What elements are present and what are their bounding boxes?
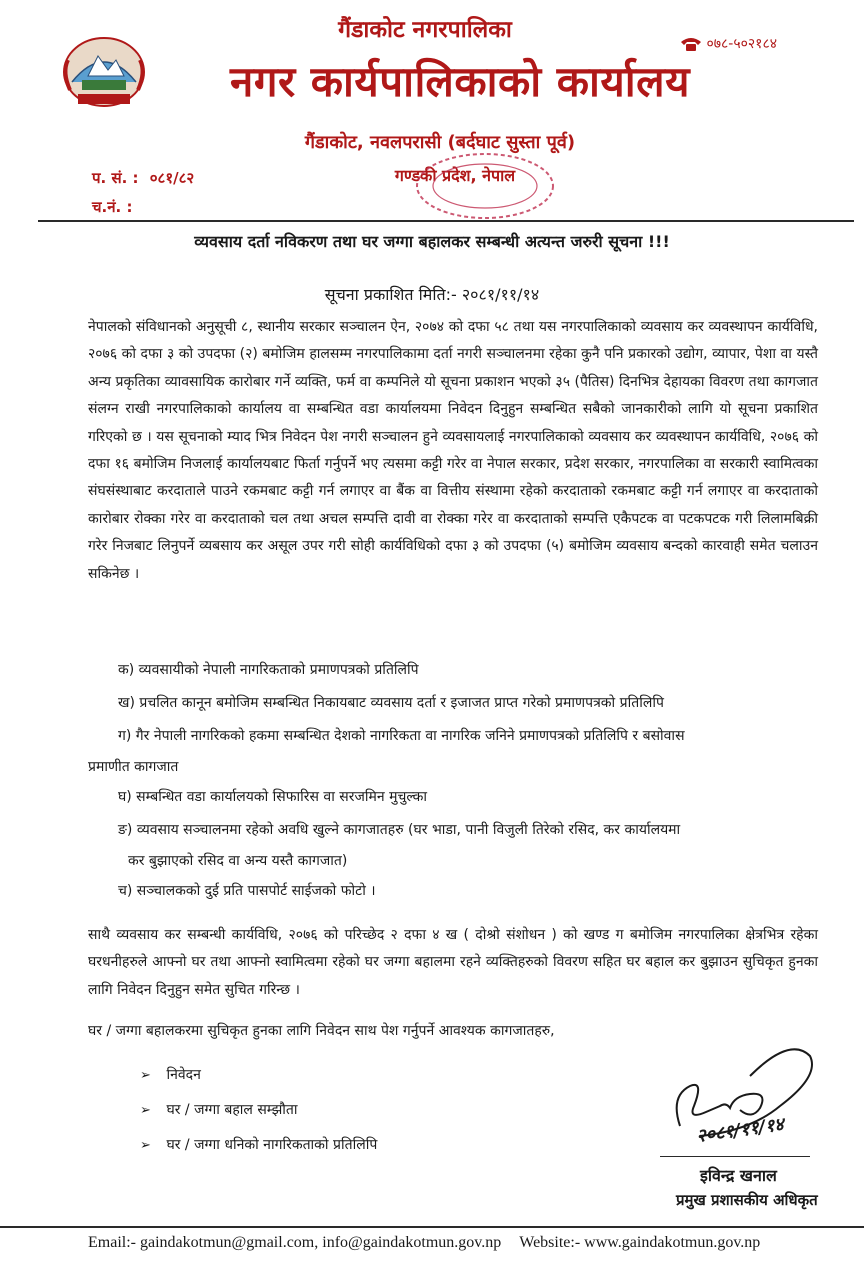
footer-website: Website:- www.gaindakotmun.gov.np: [519, 1234, 761, 1251]
list-item: [88, 720, 818, 781]
signature-line: [660, 1156, 810, 1157]
list-item: [118, 814, 818, 875]
list-item: [118, 687, 818, 720]
list-item: [118, 654, 818, 687]
required-documents-list: [88, 654, 818, 908]
phone-number: [680, 34, 777, 53]
notice-paragraph-2: साथै व्यवसाय कर सम्बन्धी कार्यविधि, २०७६ को परिच्छेद २ दफा ४ ख ( दोश्रो संशोधन ) को खण्ड ग बमोजिम नगरपालिका क्षेत्रभित्र रहेका घरधनीहरुले आफ्नो घर तथा आफ्नो स्वामित्वमा रहेको घर जग्गा बहालमा रहने व्यक्तिहरुको विवरण सहित घर बहाल कर बुझाउन सुचिकृत हुनका लागि निवेदन दिनुहुन समेत सुचित गरिन्छ ।: [88, 927, 818, 998]
province-name: गण्डकी प्रदेश, नेपाल: [394, 166, 516, 185]
document-item-text: ख) प्रचलित कानून बमोजिम सम्बन्धित निकायबाट व्यवसाय दर्ता र इजाजत प्राप्त गरेको प्रमाणपत्रको प्रतिलिपि: [118, 695, 664, 711]
document-item-text: ग) गैर नेपाली नागरिकको हकमा सम्बन्धित देशको नागरिकता वा नागरिक जनिने प्रमाणपत्रको प्रतिलिपि र बसोवास: [118, 728, 685, 744]
footer-contact: [88, 1234, 848, 1252]
footer-email: Email:- gaindakotmun@gmail.com, info@gaindakotmun.gov.np: [88, 1234, 502, 1251]
ref-no-value: ०८१/८२: [149, 169, 195, 187]
document-item-continuation: कर बुझाएको रसिद वा अन्य यस्तै कागजात): [128, 853, 348, 869]
house-rent-heading: घर / जग्गा बहालकरमा सुचिकृत हुनका लागि निवेदन साथ पेश गर्नुपर्ने आवश्यक कागजातहरु,: [88, 1023, 555, 1039]
office-address: गैंडाकोट, नवलपरासी (बर्दघाट सुस्ता पूर्व): [304, 132, 576, 153]
phone-value: ०७८-५०२१८४: [706, 36, 778, 52]
list-item: [140, 1128, 377, 1163]
notice-paragraph-1: नेपालको संविधानको अनुसूची ८, स्थानीय सरकार सञ्चालन ऐन, २०७४ को दफा ५८ तथा यस नगरपालिकाको व्यवसाय कर व्यवस्थापन कार्यविधि, २०७६ को दफा ३ को उपदफा (२) बमोजिम हालसम्म नगरपालिकामा दर्ता नगरी सञ्चालनमा रहेका कुनै पनि प्रकारको उद्योग, व्यापार, पेशा वा यस्तै अन्य प्रकृतिका व्यावसायिक कारोबार गर्ने व्यक्ति, फर्म वा कम्पनिले यो सूचना प्रकाशन भएको ३५ (पैतिस) दिनभित्र देहायका विवरण तथा कागजात संलग्न राखी नगरपालिकाको कार्यालय वा सम्बन्धित वडा कार्यालयमा निवेदन दिनुहुन सम्बन्धित सबैको जानकारीको लागि यो सूचना प्रकाशित गरिएको छ । यस सूचनाको म्याद भित्र निवेदन पेश नगरी सञ्चालन हुने व्यवसायलाई नगरपालिकाको व्यवसाय कर व्यवस्थापन कार्यविधि, २०७६ को दफा १६ बमोजिम निजलाई कार्यालयबाट फिर्ता गर्नुपर्ने भए त्यसमा कट्टी गरेर वा नेपाल सरकार, प्रदेश सरकार, नगरपालिका वा सरकारी स्वामित्वका संघसंस्थाबाट करदाताले पाउने रकमबाट कट्टी गर्न लगाएर वा बैंक वा वित्तीय संस्थामा रहेको करदाताको रकमबाट कट्टी गर्न लगाएर वा करदाताको कारोबार रोक्का गरेर वा करदाताको चल तथा अचल सम्पत्ति दावी वा रोक्का गरेर वा करदाताको सम्पत्ति एकैपटक वा पटकपटक गरी लिलामबिक्री गरेर निजबाट लिनुपर्ने व्यबसाय कर असूल उपर गरी सोही कार्यविधिको दफा ३ को उपदफा (५) बमोजिम व्यवसाय बन्दको कारवाही समेत चलाउन सकिनेछ ।: [88, 319, 818, 582]
publish-date: सूचना प्रकाशित मिति:- २०८१/११/१४: [324, 285, 540, 304]
list-item: [140, 1058, 377, 1093]
arrow-bullet-icon: ➢: [140, 1103, 151, 1118]
office-name: नगर कार्यपालिकाको कार्यालय: [230, 57, 690, 106]
arrow-bullet-icon: ➢: [140, 1068, 151, 1083]
dispatch-no-label: च.नं. :: [92, 198, 133, 216]
nepal-emblem-icon: [58, 30, 150, 110]
signer-title: प्रमुख प्रशासकीय अधिकृत: [676, 1191, 818, 1209]
list-item: [140, 1093, 377, 1128]
house-rent-doc-text: घर / जग्गा धनिको नागरिकताको प्रतिलिपि: [166, 1137, 378, 1153]
reference-number: [92, 168, 194, 188]
signature-date: २०८१/११/१४: [695, 1113, 786, 1148]
arrow-bullet-icon: ➢: [140, 1138, 151, 1153]
list-item: [118, 875, 818, 908]
municipality-name: गैंडाकोट नगरपालिका: [338, 17, 512, 43]
document-item-text: ङ) व्यवसाय सञ्चालनमा रहेको अवधि खुल्ने कागजातहरु (घर भाडा, पानी विजुली तिरेको रसिद, कर कार्यालयमा: [118, 822, 681, 838]
document-item-text: च) सञ्चालकको दुई प्रति पासपोर्ट साईजको फोटो ।: [118, 883, 376, 899]
footer-divider: [0, 1226, 864, 1228]
telephone-icon: [680, 36, 702, 52]
signer-name: इविन्द्र खनाल: [700, 1166, 777, 1185]
house-rent-documents-list: [140, 1058, 377, 1163]
document-item-continuation: प्रमाणीत कागजात: [88, 759, 179, 775]
document-item-text: क) व्यवसायीको नेपाली नागरिकताको प्रमाणपत्रको प्रतिलिपि: [118, 662, 419, 678]
house-rent-doc-text: निवेदन: [166, 1067, 201, 1083]
ref-no-label: प. सं. :: [92, 169, 139, 187]
header-divider: [38, 220, 854, 222]
list-item: [118, 781, 818, 814]
house-rent-doc-text: घर / जग्गा बहाल सम्झौता: [166, 1102, 298, 1118]
dispatch-number: [92, 197, 144, 217]
document-item-text: घ) सम्बन्धित वडा कार्यालयको सिफारिस वा सरजमिन मुचुल्का: [118, 789, 428, 805]
notice-title: व्यवसाय दर्ता नविकरण तथा घर जग्गा बहालकर सम्बन्धी अत्यन्त जरुरी सूचना !!!: [194, 232, 670, 251]
office-stamp: [410, 148, 560, 224]
